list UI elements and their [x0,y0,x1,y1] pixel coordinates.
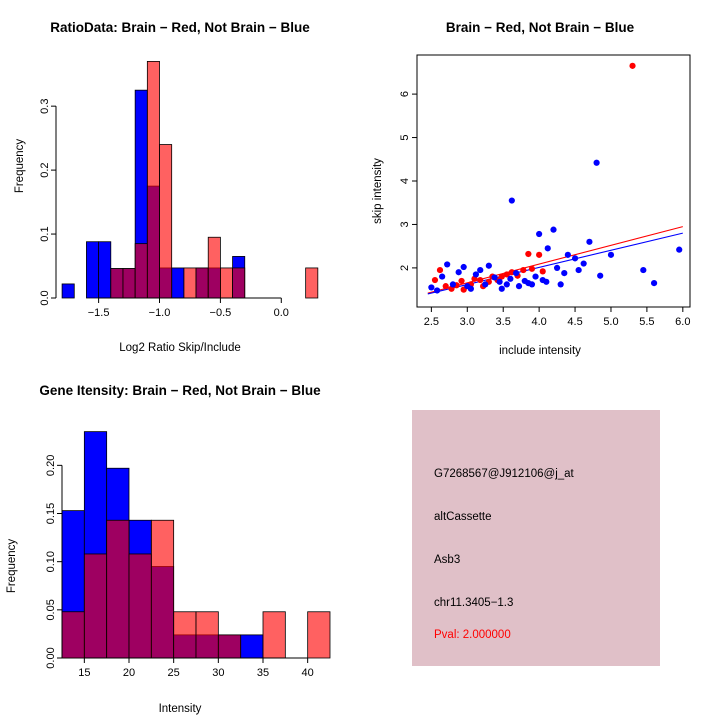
svg-text:5: 5 [399,134,411,141]
panel-intensity-scatter [360,0,720,360]
scatter-ylabel: skip intensity [372,158,384,224]
panel-gene-histogram [0,360,360,720]
svg-text:−1.0: −1.0 [148,307,171,319]
svg-text:4: 4 [399,177,411,185]
ratio-histogram-plot [0,0,360,360]
svg-text:3.5: 3.5 [495,316,511,328]
scatter-plot [360,0,720,360]
gene-histogram-title: Gene Itensity: Brain − Red, Not Brain − Blue [39,383,321,398]
svg-text:30: 30 [212,667,225,679]
pvalue: Pval: 2.000000 [434,629,511,641]
svg-text:25: 25 [167,667,180,679]
svg-text:4.5: 4.5 [567,316,583,328]
svg-text:0.1: 0.1 [39,226,51,242]
gene-histogram-plot [0,360,360,720]
svg-text:6: 6 [399,91,411,98]
svg-text:0.0: 0.0 [273,307,289,319]
event-type: altCassette [434,511,492,523]
probeset-info-box [412,410,660,666]
probeset-id: G7268567@J912106@j_at [434,468,574,480]
svg-text:2.5: 2.5 [423,316,440,328]
svg-text:0.3: 0.3 [39,98,51,114]
svg-text:0.0: 0.0 [39,290,51,306]
gene-histogram-ylabel: Frequency [6,538,18,594]
ratio-histogram-ylabel: Frequency [14,138,26,194]
svg-text:0.15: 0.15 [45,502,57,525]
ratio-histogram-title: RatioData: Brain − Red, Not Brain − Blue [50,20,310,35]
svg-text:−0.5: −0.5 [209,307,232,319]
svg-text:40: 40 [301,667,314,679]
svg-text:0.20: 0.20 [45,454,57,477]
panel-ratio-histogram [0,0,360,360]
locus: chr11.3405−1.3 [434,597,514,609]
scatter-title: Brain − Red, Not Brain − Blue [445,20,635,35]
gene-histogram-xlabel: Intensity [158,703,202,715]
svg-text:3: 3 [399,221,411,228]
svg-text:−1.5: −1.5 [87,307,110,319]
ratio-histogram-xlabel: Log2 Ratio Skip/Include [119,342,241,354]
svg-text:3.0: 3.0 [459,316,475,328]
svg-text:5.5: 5.5 [639,316,655,328]
svg-text:0.00: 0.00 [45,647,57,669]
svg-text:2: 2 [399,264,411,271]
svg-text:6.0: 6.0 [675,316,691,328]
svg-text:15: 15 [78,667,91,679]
svg-text:35: 35 [256,667,270,679]
svg-text:0.2: 0.2 [39,162,51,178]
svg-text:0.05: 0.05 [45,599,57,621]
gene-symbol: Asb3 [434,554,461,566]
svg-text:5.0: 5.0 [603,316,619,328]
scatter-xlabel: include intensity [499,345,581,357]
svg-text:0.10: 0.10 [45,550,57,573]
svg-text:20: 20 [122,667,136,679]
svg-text:4.0: 4.0 [531,316,547,328]
